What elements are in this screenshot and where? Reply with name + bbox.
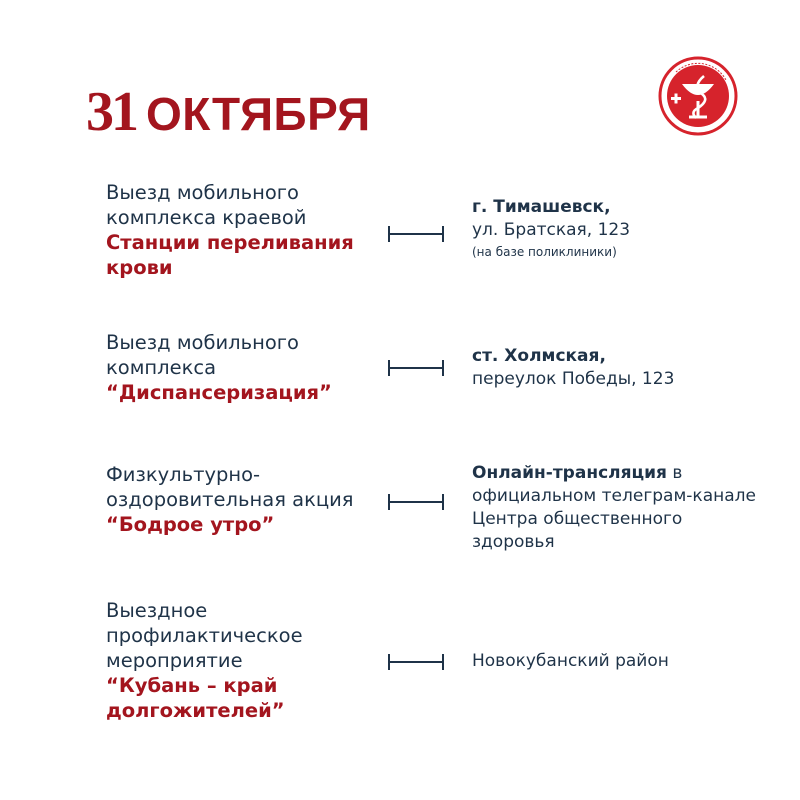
- event-accent-line: “Бодрое утро”: [106, 513, 275, 536]
- event-accent-line: Станции переливания: [106, 231, 354, 254]
- location-text: здоровья: [472, 532, 555, 552]
- location-text: в: [666, 463, 683, 483]
- medical-emblem-icon: [656, 54, 740, 138]
- event-accent-line: “Кубань – край: [106, 674, 278, 697]
- event-location: [472, 462, 782, 554]
- event-text-line: комплекса: [106, 356, 217, 379]
- location-note: (на базе поликлиники): [472, 245, 617, 259]
- event-description: [106, 180, 376, 280]
- location-title: ст. Холмская,: [472, 346, 606, 366]
- location-address: Новокубанский район: [472, 651, 669, 671]
- event-description: [106, 462, 376, 537]
- location-address: переулок Победы, 123: [472, 369, 675, 389]
- title-day: 31: [86, 81, 136, 143]
- connector-icon: [388, 226, 444, 242]
- event-text-line: Выезд мобильного: [106, 181, 299, 204]
- connector-icon: [388, 360, 444, 376]
- event-description: [106, 598, 376, 723]
- event-location: [472, 345, 782, 391]
- connector-icon: [388, 654, 444, 670]
- location-title: Онлайн-трансляция: [472, 463, 667, 483]
- event-location: [472, 650, 782, 673]
- event-description: [106, 330, 376, 405]
- event-text-line: оздоровительная акция: [106, 488, 354, 511]
- event-accent-line: крови: [106, 256, 173, 279]
- connector-icon: [388, 494, 444, 510]
- event-text-line: комплекса краевой: [106, 206, 307, 229]
- location-address: ул. Братская, 123: [472, 220, 631, 240]
- event-accent-line: долгожителей”: [106, 699, 285, 722]
- title-month: ОКТЯБРЯ: [146, 88, 371, 140]
- event-text-line: мероприятие: [106, 649, 243, 672]
- location-text: официальном телеграм-канале: [472, 486, 756, 506]
- event-accent-line: “Диспансеризация”: [106, 381, 332, 404]
- event-location: [472, 196, 782, 262]
- event-text-line: Физкультурно-: [106, 463, 261, 486]
- location-text: Центра общественного: [472, 509, 683, 529]
- event-text-line: Выездное: [106, 599, 208, 622]
- location-title: г. Тимашевск,: [472, 197, 611, 217]
- event-text-line: Выезд мобильного: [106, 331, 299, 354]
- event-text-line: профилактическое: [106, 624, 303, 647]
- page-title: [86, 80, 371, 144]
